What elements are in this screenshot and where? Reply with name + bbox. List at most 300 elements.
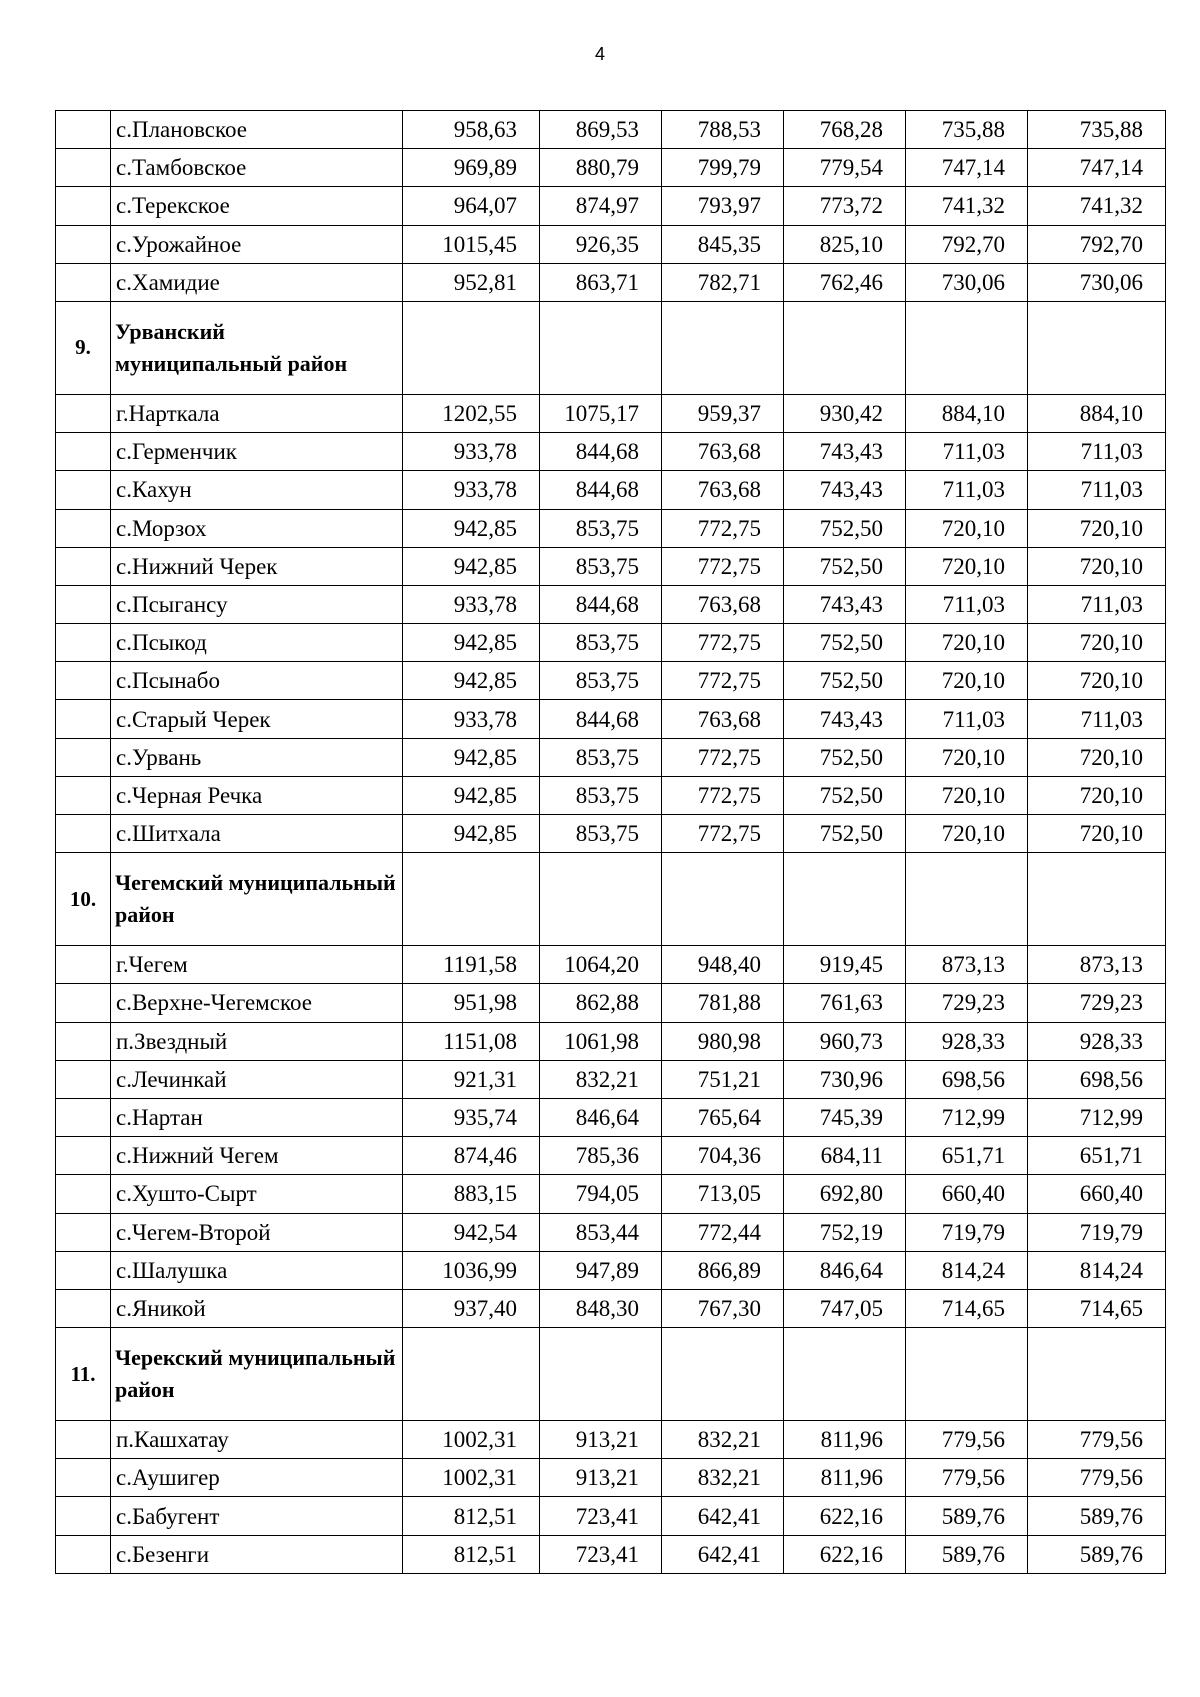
value-cell: 729,23 [906, 984, 1028, 1022]
value-cell: 964,07 [403, 187, 540, 225]
value-cell: 704,36 [662, 1137, 784, 1175]
value-cell: 779,56 [1028, 1421, 1166, 1459]
table-row [56, 585, 1166, 623]
value-cell: 720,10 [906, 509, 1028, 547]
settlement-name: г.Чегем [111, 946, 403, 984]
value-cell: 743,43 [784, 585, 906, 623]
value-cell: 720,10 [1028, 738, 1166, 776]
value-cell: 752,19 [784, 1213, 906, 1251]
value-cell: 752,50 [784, 776, 906, 814]
empty-cell [540, 301, 662, 394]
value-cell: 711,03 [1028, 700, 1166, 738]
empty-cell [662, 1328, 784, 1421]
value-cell: 853,75 [540, 738, 662, 776]
value-cell: 713,05 [662, 1175, 784, 1213]
value-cell: 1075,17 [540, 394, 662, 432]
value-cell: 711,03 [906, 700, 1028, 738]
page-number: 4 [594, 44, 605, 64]
value-cell: 589,76 [906, 1497, 1028, 1535]
value-cell: 729,23 [1028, 984, 1166, 1022]
value-cell: 720,10 [906, 624, 1028, 662]
value-cell: 951,98 [403, 984, 540, 1022]
settlement-name: с.Герменчик [111, 433, 403, 471]
value-cell: 730,06 [906, 263, 1028, 301]
settlement-name: с.Кахун [111, 471, 403, 509]
index-cell [56, 776, 111, 814]
value-cell: 959,37 [662, 394, 784, 432]
table-row [56, 225, 1166, 263]
index-cell [56, 111, 111, 149]
value-cell: 928,33 [1028, 1022, 1166, 1060]
settlement-name: с.Псыкод [111, 624, 403, 662]
value-cell: 873,13 [1028, 946, 1166, 984]
table-row [56, 1421, 1166, 1459]
value-cell: 763,68 [662, 471, 784, 509]
value-cell: 846,64 [784, 1251, 906, 1289]
value-cell: 762,46 [784, 263, 906, 301]
empty-cell [403, 853, 540, 946]
value-cell: 844,68 [540, 433, 662, 471]
value-cell: 811,96 [784, 1421, 906, 1459]
value-cell: 811,96 [784, 1459, 906, 1497]
value-cell: 853,75 [540, 815, 662, 853]
value-cell: 660,40 [906, 1175, 1028, 1213]
index-cell [56, 547, 111, 585]
value-cell: 747,14 [1028, 149, 1166, 187]
value-cell: 844,68 [540, 471, 662, 509]
value-cell: 719,79 [906, 1213, 1028, 1251]
value-cell: 589,76 [906, 1535, 1028, 1573]
value-cell: 913,21 [540, 1459, 662, 1497]
district-index: 9. [56, 301, 111, 394]
settlement-name: с.Нижний Чегем [111, 1137, 403, 1175]
value-cell: 799,79 [662, 149, 784, 187]
value-cell: 767,30 [662, 1289, 784, 1327]
settlement-name: с.Псынабо [111, 662, 403, 700]
value-cell: 952,81 [403, 263, 540, 301]
settlement-name: с.Терекское [111, 187, 403, 225]
table-row [56, 1213, 1166, 1251]
table-row [56, 1060, 1166, 1098]
index-cell [56, 1497, 111, 1535]
value-cell: 874,46 [403, 1137, 540, 1175]
value-cell: 942,85 [403, 624, 540, 662]
value-cell: 948,40 [662, 946, 784, 984]
value-cell: 698,56 [906, 1060, 1028, 1098]
index-cell [56, 700, 111, 738]
settlement-name: с.Яникой [111, 1289, 403, 1327]
index-cell [56, 149, 111, 187]
settlement-name: с.Тамбовское [111, 149, 403, 187]
table-row [56, 1098, 1166, 1136]
value-cell: 651,71 [906, 1137, 1028, 1175]
value-cell: 788,53 [662, 111, 784, 149]
index-cell [56, 263, 111, 301]
empty-cell [403, 301, 540, 394]
table-row [56, 624, 1166, 662]
table-row [56, 662, 1166, 700]
value-cell: 1151,08 [403, 1022, 540, 1060]
index-cell [56, 738, 111, 776]
value-cell: 793,97 [662, 187, 784, 225]
value-cell: 933,78 [403, 700, 540, 738]
value-cell: 1202,55 [403, 394, 540, 432]
settlement-name: с.Безенги [111, 1535, 403, 1573]
value-cell: 779,56 [906, 1459, 1028, 1497]
value-cell: 763,68 [662, 433, 784, 471]
value-cell: 711,03 [1028, 585, 1166, 623]
settlement-name: с.Хушто-Сырт [111, 1175, 403, 1213]
index-cell [56, 1289, 111, 1327]
settlement-name: с.Нижний Черек [111, 547, 403, 585]
value-cell: 752,50 [784, 547, 906, 585]
value-cell: 933,78 [403, 585, 540, 623]
value-cell: 792,70 [1028, 225, 1166, 263]
value-cell: 743,43 [784, 433, 906, 471]
value-cell: 752,50 [784, 662, 906, 700]
value-cell: 1064,20 [540, 946, 662, 984]
value-cell: 883,15 [403, 1175, 540, 1213]
settlement-name: с.Бабугент [111, 1497, 403, 1535]
value-cell: 1002,31 [403, 1421, 540, 1459]
settlement-name: п.Звездный [111, 1022, 403, 1060]
value-cell: 782,71 [662, 263, 784, 301]
empty-cell [1028, 301, 1166, 394]
value-cell: 720,10 [1028, 547, 1166, 585]
table-row [56, 1289, 1166, 1327]
settlement-name: с.Чегем-Второй [111, 1213, 403, 1251]
value-cell: 942,85 [403, 776, 540, 814]
table-row [56, 1535, 1166, 1573]
value-cell: 730,06 [1028, 263, 1166, 301]
value-cell: 779,54 [784, 149, 906, 187]
table-row [56, 984, 1166, 1022]
settlement-name: с.Плановское [111, 111, 403, 149]
district-header-row [56, 1328, 1166, 1421]
index-cell [56, 662, 111, 700]
settlement-name: с.Старый Черек [111, 700, 403, 738]
value-cell: 862,88 [540, 984, 662, 1022]
empty-cell [403, 1328, 540, 1421]
empty-cell [540, 1328, 662, 1421]
empty-cell [662, 853, 784, 946]
index-cell [56, 984, 111, 1022]
value-cell: 980,98 [662, 1022, 784, 1060]
index-cell [56, 1022, 111, 1060]
value-cell: 642,41 [662, 1497, 784, 1535]
index-cell [56, 1175, 111, 1213]
value-cell: 772,75 [662, 815, 784, 853]
value-cell: 947,89 [540, 1251, 662, 1289]
value-cell: 1191,58 [403, 946, 540, 984]
value-cell: 844,68 [540, 700, 662, 738]
settlement-name: с.Псыгансу [111, 585, 403, 623]
table-row [56, 509, 1166, 547]
settlement-name: с.Нартан [111, 1098, 403, 1136]
value-cell: 781,88 [662, 984, 784, 1022]
value-cell: 761,63 [784, 984, 906, 1022]
table-row [56, 1251, 1166, 1289]
value-cell: 853,75 [540, 662, 662, 700]
value-cell: 711,03 [906, 433, 1028, 471]
table-row [56, 263, 1166, 301]
value-cell: 752,50 [784, 738, 906, 776]
value-cell: 745,39 [784, 1098, 906, 1136]
index-cell [56, 1421, 111, 1459]
value-cell: 720,10 [1028, 815, 1166, 853]
value-cell: 846,64 [540, 1098, 662, 1136]
value-cell: 1002,31 [403, 1459, 540, 1497]
value-cell: 763,68 [662, 700, 784, 738]
value-cell: 651,71 [1028, 1137, 1166, 1175]
value-cell: 848,30 [540, 1289, 662, 1327]
value-cell: 772,75 [662, 662, 784, 700]
index-cell [56, 509, 111, 547]
value-cell: 589,76 [1028, 1535, 1166, 1573]
value-cell: 942,85 [403, 815, 540, 853]
value-cell: 873,13 [906, 946, 1028, 984]
value-cell: 913,21 [540, 1421, 662, 1459]
value-cell: 698,56 [1028, 1060, 1166, 1098]
index-cell [56, 1137, 111, 1175]
value-cell: 869,53 [540, 111, 662, 149]
value-cell: 712,99 [1028, 1098, 1166, 1136]
value-cell: 768,28 [784, 111, 906, 149]
value-cell: 866,89 [662, 1251, 784, 1289]
value-cell: 642,41 [662, 1535, 784, 1573]
table-row [56, 1497, 1166, 1535]
settlement-name: с.Урвань [111, 738, 403, 776]
value-cell: 853,75 [540, 624, 662, 662]
empty-cell [662, 301, 784, 394]
value-cell: 743,43 [784, 700, 906, 738]
value-cell: 958,63 [403, 111, 540, 149]
table-row [56, 149, 1166, 187]
empty-cell [1028, 1328, 1166, 1421]
index-cell [56, 1060, 111, 1098]
value-cell: 747,05 [784, 1289, 906, 1327]
table-row [56, 187, 1166, 225]
index-cell [56, 1459, 111, 1497]
settlement-name: с.Лечинкай [111, 1060, 403, 1098]
value-cell: 942,85 [403, 509, 540, 547]
empty-cell [906, 301, 1028, 394]
value-cell: 747,14 [906, 149, 1028, 187]
value-cell: 772,75 [662, 624, 784, 662]
table-row [56, 700, 1166, 738]
value-cell: 730,96 [784, 1060, 906, 1098]
empty-cell [784, 853, 906, 946]
value-cell: 832,21 [540, 1060, 662, 1098]
value-cell: 942,85 [403, 738, 540, 776]
value-cell: 880,79 [540, 149, 662, 187]
value-cell: 719,79 [1028, 1213, 1166, 1251]
settlement-name: г.Нарткала [111, 394, 403, 432]
index-cell [56, 433, 111, 471]
value-cell: 884,10 [1028, 394, 1166, 432]
index-cell [56, 1251, 111, 1289]
value-cell: 743,43 [784, 471, 906, 509]
value-cell: 720,10 [906, 662, 1028, 700]
value-cell: 919,45 [784, 946, 906, 984]
empty-cell [1028, 853, 1166, 946]
value-cell: 622,16 [784, 1535, 906, 1573]
value-cell: 711,03 [906, 585, 1028, 623]
value-cell: 720,10 [1028, 776, 1166, 814]
settlement-name: с.Хамидие [111, 263, 403, 301]
value-cell: 741,32 [906, 187, 1028, 225]
value-cell: 969,89 [403, 149, 540, 187]
value-cell: 720,10 [1028, 624, 1166, 662]
index-cell [56, 1213, 111, 1251]
value-cell: 942,85 [403, 547, 540, 585]
settlement-name: с.Аушигер [111, 1459, 403, 1497]
empty-cell [784, 1328, 906, 1421]
index-cell [56, 471, 111, 509]
table-row [56, 738, 1166, 776]
table-row [56, 1175, 1166, 1213]
district-name: Чегемский муниципальный район [111, 853, 403, 946]
value-cell: 874,97 [540, 187, 662, 225]
value-cell: 589,76 [1028, 1497, 1166, 1535]
value-cell: 723,41 [540, 1535, 662, 1573]
value-cell: 684,11 [784, 1137, 906, 1175]
value-cell: 1015,45 [403, 225, 540, 263]
value-cell: 779,56 [906, 1421, 1028, 1459]
value-cell: 773,72 [784, 187, 906, 225]
value-cell: 926,35 [540, 225, 662, 263]
index-cell [56, 946, 111, 984]
district-header-row [56, 301, 1166, 394]
value-cell: 933,78 [403, 471, 540, 509]
district-index: 10. [56, 853, 111, 946]
value-cell: 712,99 [906, 1098, 1028, 1136]
value-cell: 720,10 [1028, 662, 1166, 700]
value-cell: 785,36 [540, 1137, 662, 1175]
district-index: 11. [56, 1328, 111, 1421]
value-cell: 735,88 [1028, 111, 1166, 149]
value-cell: 772,75 [662, 776, 784, 814]
value-cell: 814,24 [1028, 1251, 1166, 1289]
value-cell: 933,78 [403, 433, 540, 471]
settlement-name: с.Черная Речка [111, 776, 403, 814]
index-cell [56, 624, 111, 662]
index-cell [56, 585, 111, 623]
value-cell: 779,56 [1028, 1459, 1166, 1497]
value-cell: 720,10 [906, 776, 1028, 814]
value-cell: 772,75 [662, 547, 784, 585]
value-cell: 752,50 [784, 509, 906, 547]
value-cell: 863,71 [540, 263, 662, 301]
value-cell: 853,75 [540, 509, 662, 547]
index-cell [56, 815, 111, 853]
value-cell: 711,03 [906, 471, 1028, 509]
value-cell: 832,21 [662, 1421, 784, 1459]
table-row [56, 471, 1166, 509]
empty-cell [540, 853, 662, 946]
index-cell [56, 1098, 111, 1136]
value-cell: 772,75 [662, 738, 784, 776]
value-cell: 930,42 [784, 394, 906, 432]
value-cell: 884,10 [906, 394, 1028, 432]
index-cell [56, 187, 111, 225]
value-cell: 844,68 [540, 585, 662, 623]
value-cell: 853,75 [540, 776, 662, 814]
table-row [56, 1022, 1166, 1060]
value-cell: 720,10 [906, 738, 1028, 776]
district-name: Урванский муниципальный район [111, 301, 403, 394]
value-cell: 792,70 [906, 225, 1028, 263]
value-cell: 765,64 [662, 1098, 784, 1136]
value-cell: 921,31 [403, 1060, 540, 1098]
table-row [56, 815, 1166, 853]
value-cell: 660,40 [1028, 1175, 1166, 1213]
value-cell: 937,40 [403, 1289, 540, 1327]
value-cell: 752,50 [784, 624, 906, 662]
value-cell: 942,85 [403, 662, 540, 700]
value-cell: 714,65 [1028, 1289, 1166, 1327]
empty-cell [906, 853, 1028, 946]
value-cell: 814,24 [906, 1251, 1028, 1289]
index-cell [56, 225, 111, 263]
index-cell [56, 394, 111, 432]
settlement-name: с.Шитхала [111, 815, 403, 853]
table-body [56, 111, 1166, 1574]
value-cell: 853,44 [540, 1213, 662, 1251]
settlement-name: с.Морзох [111, 509, 403, 547]
value-cell: 741,32 [1028, 187, 1166, 225]
table-row [56, 946, 1166, 984]
value-cell: 714,65 [906, 1289, 1028, 1327]
value-cell: 720,10 [906, 547, 1028, 585]
value-cell: 935,74 [403, 1098, 540, 1136]
table-row [56, 433, 1166, 471]
value-cell: 1061,98 [540, 1022, 662, 1060]
value-cell: 853,75 [540, 547, 662, 585]
value-cell: 763,68 [662, 585, 784, 623]
table-row [56, 547, 1166, 585]
settlement-name: п.Кашхатау [111, 1421, 403, 1459]
table-row [56, 1137, 1166, 1175]
value-cell: 832,21 [662, 1459, 784, 1497]
empty-cell [784, 301, 906, 394]
value-cell: 720,10 [906, 815, 1028, 853]
settlement-name: с.Верхне-Чегемское [111, 984, 403, 1022]
value-cell: 928,33 [906, 1022, 1028, 1060]
value-cell: 692,80 [784, 1175, 906, 1213]
index-cell [56, 1535, 111, 1573]
value-cell: 794,05 [540, 1175, 662, 1213]
value-cell: 960,73 [784, 1022, 906, 1060]
district-name: Черекский муниципальный район [111, 1328, 403, 1421]
value-cell: 825,10 [784, 225, 906, 263]
value-cell: 845,35 [662, 225, 784, 263]
value-cell: 772,44 [662, 1213, 784, 1251]
table-row [56, 776, 1166, 814]
table-row [56, 111, 1166, 149]
value-cell: 711,03 [1028, 433, 1166, 471]
value-cell: 711,03 [1028, 471, 1166, 509]
empty-cell [906, 1328, 1028, 1421]
tariff-table [55, 110, 1166, 1574]
value-cell: 723,41 [540, 1497, 662, 1535]
value-cell: 752,50 [784, 815, 906, 853]
value-cell: 720,10 [1028, 509, 1166, 547]
settlement-name: с.Шалушка [111, 1251, 403, 1289]
value-cell: 942,54 [403, 1213, 540, 1251]
value-cell: 622,16 [784, 1497, 906, 1535]
value-cell: 812,51 [403, 1497, 540, 1535]
